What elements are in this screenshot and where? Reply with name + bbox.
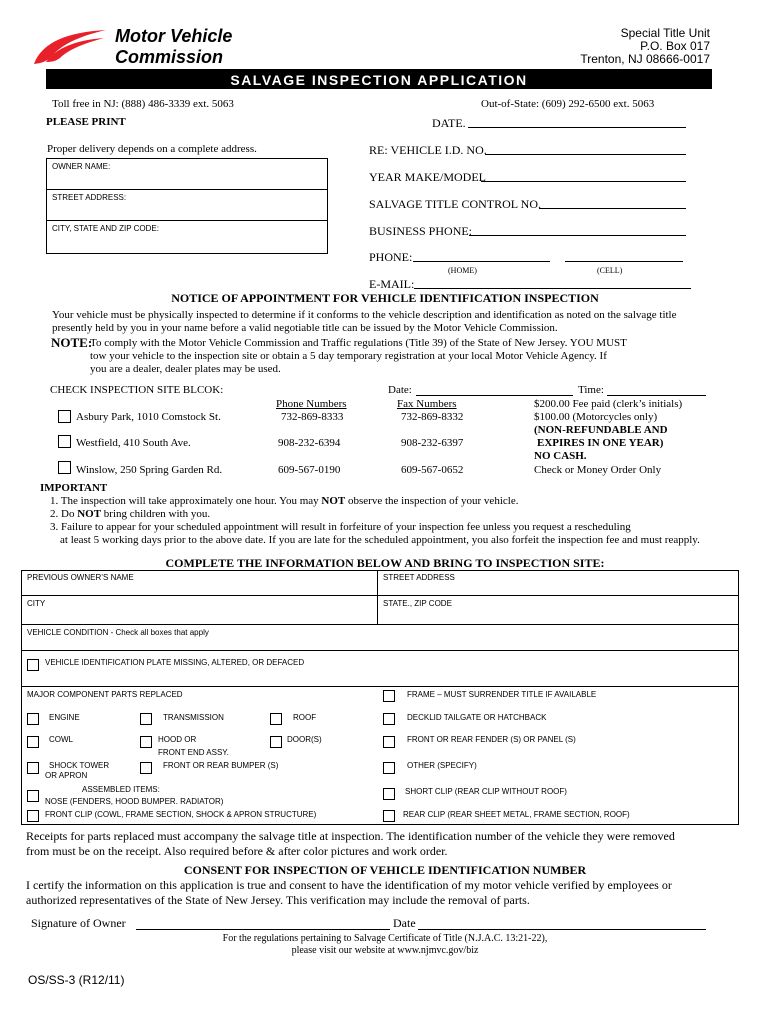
business-phone-field[interactable]: [469, 235, 686, 236]
date-field[interactable]: [468, 127, 686, 128]
frame-label: FRAME – MUST SURRENDER TITLE IF AVAILABLE: [407, 690, 597, 699]
shock-tower-label: SHOCK TOWER: [49, 761, 110, 770]
site-name-asbury: Asbury Park, 1010 Comstock St.: [76, 411, 221, 423]
notice-heading: NOTICE OF APPOINTMENT FOR VEHICLE IDENTIFICATION INSPECTION: [171, 291, 599, 305]
regulations-note-2: please visit our website at www.njmvc.gov/biz: [291, 945, 479, 956]
important-item-3a: 3. Failure to appear for your scheduled appointment will result in forfeiture of your inspection fee unless you request a rescheduling: [50, 521, 631, 533]
important-heading: IMPORTANT: [40, 482, 108, 494]
org-name-line2: Commission: [115, 47, 224, 67]
no-cash: NO CASH.: [534, 450, 587, 462]
important-item-3b: at least 5 working days prior to the above date. If you are late for the scheduled appointment, you also forfeit the inspection fee and must reapply.: [60, 534, 700, 546]
other-label: OTHER (SPECIFY): [407, 761, 477, 770]
hood-checkbox[interactable]: [140, 736, 152, 748]
delivery-note: Proper delivery depends on a complete address.: [47, 143, 257, 155]
vin-plate-checkbox[interactable]: [27, 659, 39, 671]
front-clip-checkbox[interactable]: [27, 810, 39, 822]
fee-paid: $200.00 Fee paid (clerk’s initials): [534, 398, 683, 410]
cowl-checkbox[interactable]: [27, 736, 39, 748]
po-box: P.O. Box 017: [640, 39, 710, 53]
notice-text-1: Your vehicle must be physically inspected to determine if it conforms to the vehicle description and identification as noted on the salvage title: [52, 309, 677, 321]
rear-clip-checkbox[interactable]: [383, 810, 395, 822]
phone-label: PHONE:: [369, 250, 413, 264]
check-site-label: CHECK INSPECTION SITE BLCOK:: [50, 384, 224, 396]
salvage-control-field[interactable]: [539, 208, 686, 209]
hood-label: HOOD OR: [158, 735, 197, 744]
consent-text-1: I certify the information on this application is true and consent to have the identification of my motor vehicle verified by employees or: [26, 878, 672, 892]
appointment-date-field[interactable]: [416, 395, 573, 396]
doors-checkbox[interactable]: [270, 736, 282, 748]
special-title-unit: Special Title Unit: [620, 26, 710, 40]
short-clip-checkbox[interactable]: [383, 788, 395, 800]
fender-label: FRONT OR REAR FENDER (S) OR PANEL (S): [407, 735, 576, 744]
non-refundable: (NON-REFUNDABLE AND: [534, 424, 668, 436]
business-phone-label: BUSINESS PHONE:: [369, 224, 473, 238]
roof-checkbox[interactable]: [270, 713, 282, 725]
vin-plate-label: VEHICLE IDENTIFICATION PLATE MISSING, ALTERED, OR DEFACED: [45, 658, 305, 667]
fax-numbers-header: Fax Numbers: [397, 398, 457, 410]
owner-city-field[interactable]: CITY, STATE AND ZIP CODE:: [52, 224, 159, 233]
note-text-2: tow your vehicle to the inspection site or obtain a 5 day temporary registration at your local Motor Vehicle Agency. If: [90, 350, 607, 362]
site-phone-asbury: 732-869-8333: [281, 411, 344, 423]
front-end-label: FRONT END ASSY.: [158, 748, 229, 757]
signature-label: Signature of Owner: [31, 916, 126, 930]
prev-street-field[interactable]: STREET ADDRESS: [383, 573, 455, 582]
home-phone-field[interactable]: [413, 261, 550, 262]
engine-checkbox[interactable]: [27, 713, 39, 725]
notice-text-2: presently held by you in your name before a valid negotiable title can be issued by the Motor Vehicle Commission.: [52, 322, 558, 334]
org-name-line1: Motor Vehicle: [115, 26, 233, 46]
cowl-label: COWL: [49, 735, 73, 744]
important-item-1: 1. The inspection will take approximately one hour. You may NOT observe the inspection of your vehicle.: [50, 495, 519, 507]
mvc-logo: [32, 26, 108, 66]
page-title: SALVAGE INSPECTION APPLICATION: [230, 72, 528, 88]
email-field[interactable]: [414, 288, 691, 289]
sign-date-label: Date: [393, 916, 416, 930]
engine-label: ENGINE: [49, 713, 80, 722]
assembled-label: ASSEMBLED ITEMS:: [82, 785, 160, 794]
assembled-checkbox[interactable]: [27, 790, 39, 802]
appointment-time-field[interactable]: [607, 395, 706, 396]
site-checkbox-asbury[interactable]: [58, 410, 71, 423]
transmission-label: TRANSMISSION: [163, 713, 224, 722]
bumper-checkbox[interactable]: [140, 762, 152, 774]
check-money-order: Check or Money Order Only: [534, 464, 662, 476]
signature-field[interactable]: [136, 929, 390, 930]
toll-free-number: Toll free in NJ: (888) 486-3339 ext. 5063: [52, 98, 234, 110]
please-print: PLEASE PRINT: [46, 116, 126, 128]
vin-label: RE: VEHICLE I.D. NO.: [369, 143, 487, 157]
nose-label: NOSE (FENDERS, HOOD BUMPER. RADIATOR): [45, 797, 224, 806]
fee-motorcycles: $100.00 (Motorcycles only): [534, 411, 658, 423]
vehicle-condition-label: VEHICLE CONDITION - Check all boxes that apply: [27, 628, 209, 637]
site-checkbox-westfield[interactable]: [58, 435, 71, 448]
expires-one-year: EXPIRES IN ONE YEAR): [537, 437, 664, 449]
site-fax-asbury: 732-869-8332: [401, 411, 464, 423]
owner-name-field[interactable]: OWNER NAME:: [52, 162, 111, 171]
form-number: OS/SS-3 (R12/11): [28, 973, 125, 987]
consent-text-2: authorized representatives of the State of New Jersey. This verification may include the removal of parts.: [26, 893, 530, 907]
note-text-3: you are a dealer, dealer plates may be used.: [90, 363, 281, 375]
frame-checkbox[interactable]: [383, 690, 395, 702]
major-parts-label: MAJOR COMPONENT PARTS REPLACED: [27, 690, 183, 699]
site-fax-winslow: 609-567-0652: [401, 464, 464, 476]
shock-tower-checkbox[interactable]: [27, 762, 39, 774]
cell-label: (CELL): [597, 266, 623, 275]
other-checkbox[interactable]: [383, 762, 395, 774]
year-make-model-field[interactable]: [481, 181, 686, 182]
consent-heading: CONSENT FOR INSPECTION OF VEHICLE IDENTIFICATION NUMBER: [183, 863, 587, 877]
cell-phone-field[interactable]: [565, 261, 683, 262]
date-label: DATE.: [432, 116, 466, 130]
site-name-westfield: Westfield, 410 South Ave.: [76, 437, 191, 449]
site-phone-winslow: 609-567-0190: [278, 464, 341, 476]
home-label: (HOME): [448, 266, 477, 275]
year-make-model-label: YEAR MAKE/MODEL: [369, 170, 486, 184]
fender-checkbox[interactable]: [383, 736, 395, 748]
sign-date-field[interactable]: [418, 929, 706, 930]
note-text-1: To comply with the Motor Vehicle Commission and Traffic regulations (Title 39) of the State of New Jersey. YOU MUST: [90, 337, 627, 349]
prev-city-field[interactable]: CITY: [27, 599, 46, 608]
address-city: Trenton, NJ 08666-0017: [580, 52, 710, 66]
owner-street-field[interactable]: STREET ADDRESS:: [52, 193, 127, 202]
transmission-checkbox[interactable]: [140, 713, 152, 725]
receipts-text-2: from must be on the receipt. Also required before & after color pictures and work order.: [26, 844, 448, 858]
rear-clip-label: REAR CLIP (REAR SHEET METAL, FRAME SECTION, ROOF): [403, 810, 630, 819]
site-phone-westfield: 908-232-6394: [278, 437, 341, 449]
receipts-text-1: Receipts for parts replaced must accompany the salvage title at inspection. The identification number of the vehicle they were removed: [26, 829, 675, 843]
prev-state-zip-field[interactable]: STATE., ZIP CODE: [383, 599, 452, 608]
email-label: E-MAIL:: [369, 277, 415, 291]
note-label: NOTE:: [51, 335, 93, 350]
bumper-label: FRONT OR REAR BUMPER (S): [163, 761, 279, 770]
appointment-time-label: Time:: [578, 384, 604, 396]
front-clip-label: FRONT CLIP (COWL, FRAME SECTION, SHOCK & APRON STRUCTURE): [45, 810, 317, 819]
site-checkbox-winslow[interactable]: [58, 461, 71, 474]
phone-numbers-header: Phone Numbers: [276, 398, 347, 410]
complete-info-heading: COMPLETE THE INFORMATION BELOW AND BRING TO INSPECTION SITE:: [165, 556, 605, 570]
salvage-control-label: SALVAGE TITLE CONTROL NO.: [369, 197, 542, 211]
out-of-state-number: Out-of-State: (609) 292-6500 ext. 5063: [481, 98, 655, 110]
decklid-label: DECKLID TAILGATE OR HATCHBACK: [407, 713, 547, 722]
site-fax-westfield: 908-232-6397: [401, 437, 464, 449]
short-clip-label: SHORT CLIP (REAR CLIP WITHOUT ROOF): [405, 787, 567, 796]
previous-owner-field[interactable]: PREVIOUS OWNER’S NAME: [27, 573, 134, 582]
doors-label: DOOR(S): [287, 735, 322, 744]
vin-field[interactable]: [485, 154, 686, 155]
or-apron-label: OR APRON: [45, 771, 88, 780]
site-name-winslow: Winslow, 250 Spring Garden Rd.: [76, 464, 223, 476]
roof-label: ROOF: [293, 713, 317, 722]
important-item-2: 2. Do NOT bring children with you.: [50, 508, 211, 520]
decklid-checkbox[interactable]: [383, 713, 395, 725]
regulations-note-1: For the regulations pertaining to Salvage Certificate of Title (N.J.A.C. 13:21-22),: [222, 933, 548, 944]
appointment-date-label: Date:: [388, 384, 412, 396]
owner-address-box: [46, 158, 328, 254]
